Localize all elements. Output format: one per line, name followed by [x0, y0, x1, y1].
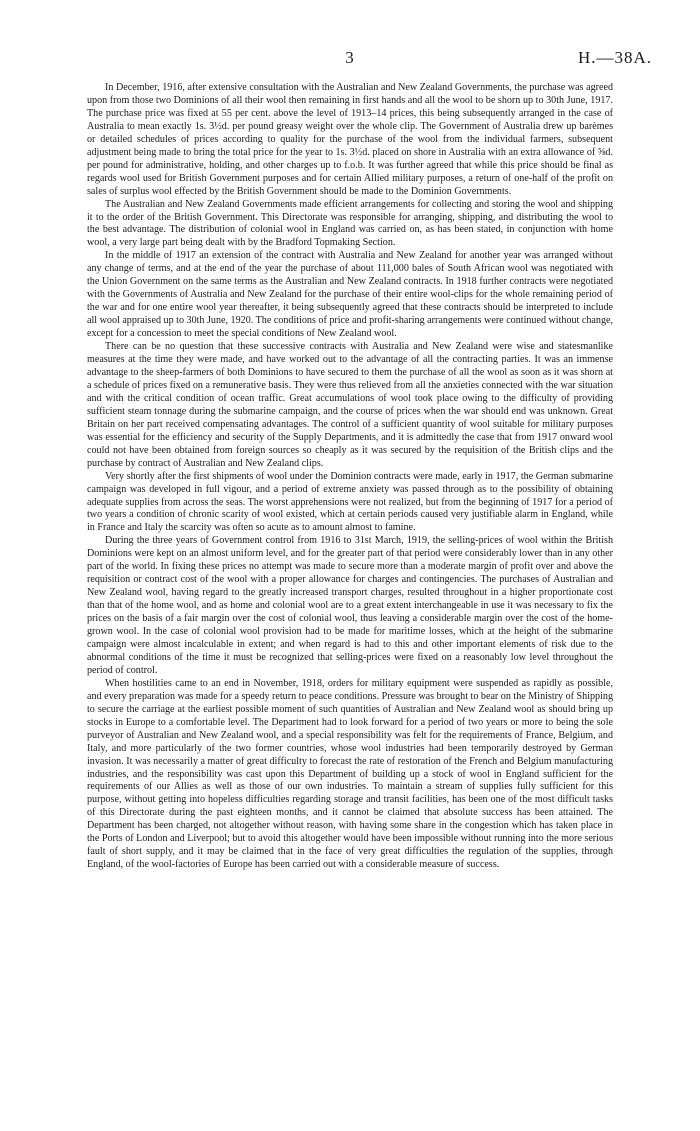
document-reference: H.—38A. — [577, 48, 652, 67]
paragraph: Very shortly after the first shipments of wool under the Dominion contracts were made, early in 1917, the German submarine campaign was developed in full vigour, and a period of extreme anxiety was passed through as to the possibility of obtaining adequate supplies from across the seas. The worst apprehensions were not realized, but from the beginning of 1917 for a period of two years a condition of chronic scarity of wool existed, which at certain periods caused very justifiable alarm in England, while in France and Italy the scarcity was often so acute as to amount almost to famine. — [87, 470, 613, 534]
paragraph: When hostilities came to an end in November, 1918, orders for military equipment were suspended as rapidly as possible, and every preparation was made for a speedy return to peace conditions. Pressure was brought to bear on the Ministry of Shipping to secure the carriage at the earliest possible moment of such quantities of Australian and New Zealand wool as should bring up stocks in Europe to a comfortable level. The Department had to look forward for a period of two years or more to being the sole purveyor of Australian and New Zealand wool, and a special responsibility was felt for the requirements of France, Belgium, and Italy, and more particularly of the two former countries, whose wool industries had been temporarily destroyed by German invasion. It was necessarily a matter of great difficulty to forecast the rate of restoration of the French and Belgium manufacturing industries, and the responsibility was cast upon this Department of building up a stock of wool in England sufficient for the requirements of our Allies as well as those of our own industries. To maintain a stream of supplies fully sufficient for this purpose, without getting into hopeless difficulties regarding storage and transit facilities, has been one of the most difficult tasks of this Directorate during the past eighteen months, and it cannot be claimed that absolute success has been attained. The Department has been charged, not altogether without reason, with having some share in the congestion which has taken place in the Ports of London and Liverpool; but to avoid this altogether would have been impossible without running into the more serious fault of short supply, and it may be claimed that in the face of very great difficulties the regulation of the supplies, through England, of the wool-factories of Europe has been carried out with a considerable measure of success. — [87, 677, 613, 871]
paragraph: In the middle of 1917 an extension of the contract with Australia and New Zealand for another year was arranged without any change of terms, and at the end of the year the purchase of about 111,000 bales of South African wool was negotiated with the Union Government on the same terms as the Australian and New Zealand contracts. In 1918 further contracts were negotiated with the Governments of Australia and New Zealand for the purchase of their entire wool-clips for the whole remaining period of the war and for one entire wool year thereafter, it being subsequently agreed that these contracts should be interpreted to include all wool appraised up to 30th June, 1920. The conditions of price and profit-sharing arrangements were continued without change, except for a concession to meet the special conditions of New Zealand wool. — [87, 250, 613, 340]
paragraph: In December, 1916, after extensive consultation with the Australian and New Zealand Governments, the purchase was agreed upon from those two Dominions of all their wool then remaining in first hands and all the wool to be shorn up to 30th June, 1917. The purchase price was fixed at 55 per cent. above the level of 1913–14 prices, this being subsequently arranged in the case of Australia to mean exactly 1s. 3½d. per pound greasy weight over the whole clip. The Government of Australia drew up barèmes or detailed schedules of prices according to quality for the purchase of the wool from the individual farmers, subsequent adjustment being made to bring the total price for the year to 1s. 3½d. placed on shore in Australia with an extra allowance of ⅝d. per pound for administrative, holding, and other charges up to f.o.b. It was further agreed that while this price should be final as regards wool used for British Government purposes and for certain Allied military purposes, a return of one-half of the profit on sales of surplus wool effected by the British Government should be made to the Dominion Governments. — [87, 82, 613, 197]
paragraph: During the three years of Government control from 1916 to 31st March, 1919, the selling-prices of wool within the British Dominions were kept on an almost uniform level, and for the greater part of that period were considerably lower than in any other part of the world. In fixing these prices no attempt was made to secure more than a moderate margin of profit over and above the requisition or contract cost of the wool with a proper allowance for charges and contingencies. The purchases of Australian and New Zealand wool, having regard to the greatly increased transport charges, resulted throughout in a higher proportionate cost than that of the home wool, and as home and colonial wool are to a great extent interchangeable in use it was necessary to fix the prices on the basis of a fair margin over the cost of colonial wool, thus leaving a considerable margin over the cost of the home-grown wool. In the case of colonial wool provision had to be made for maritime losses, which at the height of the submarine campaign were almost incalculable in extent; and when regard is had to this and other important elements of risk due to the abnormal conditions of the time it must be recognized that selling-prices were fixed on a reasonably low level throughout the period of control. — [87, 535, 613, 676]
page-number: 3 — [345, 48, 355, 67]
paragraph: There can be no question that these successive contracts with Australia and New Zealand were wise and statesmanlike measures at the time they were made, and have worked out to the advantage of all the contracting parties. It was an immense advantage to the sheep-farmers of both Dominions to have secured to them the purchase of all the wool as soon as it was shorn at a schedule of prices fixed on a remunerative basis. They were thus relieved from all the anxieties connected with the war situation and with the critical condition of ocean traffic. Great accumulations of wool took place owing to the difficulty of providing sufficient steam tonnage during the submarine campaign, and the course of prices when the war should end was unknown. Great Britain on her part received compensating advantages. The control of a sufficient quantity of wool suitable for military purposes was essential for the efficiency and security of the Supply Departments, and it is admittedly the case that from 1917 onward wool could not have been obtained from foreign sources so cheaply as it was secured by the requisition of the British clips and the purchase by contract of Australian and New Zealand clips. — [87, 341, 613, 469]
paragraph: The Australian and New Zealand Governments made efficient arrangements for collecting and storing the wool and shipping it to the order of the British Government. This Directorate was responsible for arranging, shipping, and distributing the wool to the best advantage. The distribution of colonial wool in England was carried on, as has been stated, in conjunction with home wool, a very large part being dealt with by the Bradford Topmaking Section. — [87, 198, 613, 249]
body-text — [87, 82, 613, 872]
